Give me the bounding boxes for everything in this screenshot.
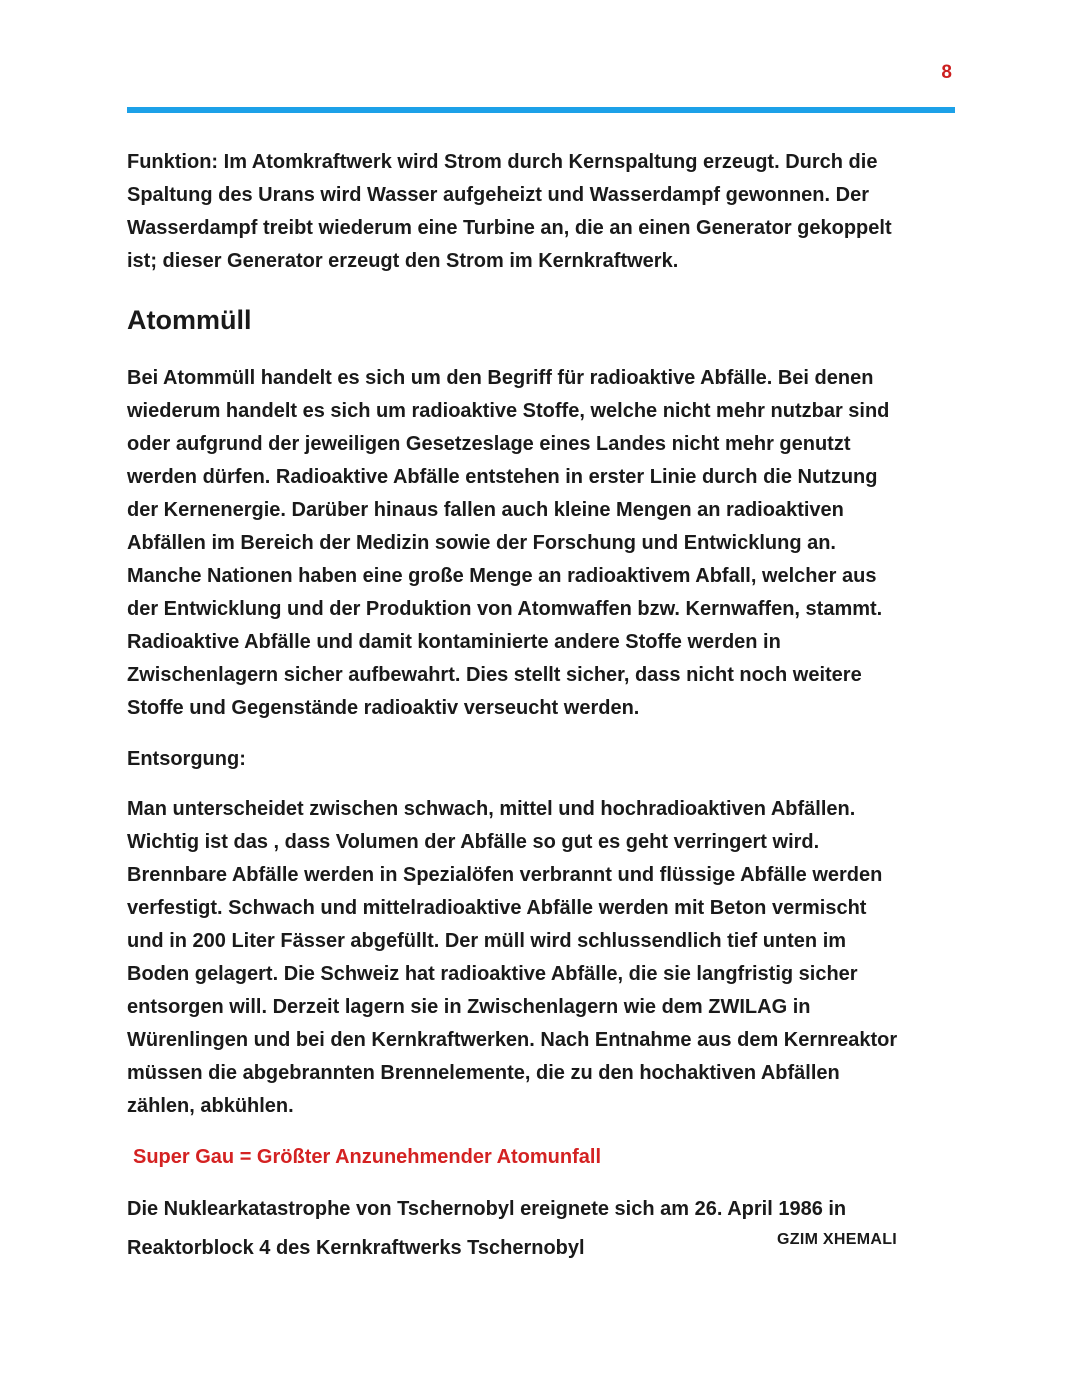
text-line: Abfällen im Bereich der Medizin sowie der Forschung und Entwicklung an. — [127, 532, 836, 554]
text-line: Stoffe und Gegenstände radioaktiv verseucht werden. — [127, 697, 640, 719]
document-body — [127, 146, 957, 1268]
text-line: Radioaktive Abfälle und damit kontaminierte andere Stoffe werden in — [127, 631, 781, 653]
super-gau-definition: Super Gau = Größter Anzunehmender Atomunfall — [133, 1146, 602, 1168]
text-line: oder aufgrund der jeweiligen Gesetzeslage eines Landes nicht mehr genutzt — [127, 433, 851, 455]
section-heading-atommuell: Atommüll — [127, 305, 252, 335]
tschernobyl-paragraph — [127, 1190, 957, 1268]
text-line: der Entwicklung und der Produktion von Atomwaffen bzw. Kernwaffen, stammt. — [127, 598, 883, 620]
page-number: 8 — [941, 62, 952, 83]
text-line: und in 200 Liter Fässer abgefüllt. Der müll wird schlussendlich tief unten im — [127, 930, 847, 952]
text-line: verfestigt. Schwach und mittelradioaktive Abfälle werden mit Beton vermischt — [127, 897, 867, 919]
atommuell-paragraph — [127, 362, 957, 725]
text-line: Bei Atommüll handelt es sich um den Begriff für radioaktive Abfälle. Bei denen — [127, 367, 874, 389]
text-line: ist; dieser Generator erzeugt den Strom im Kernkraftwerk. — [127, 250, 679, 272]
text-line: Boden gelagert. Die Schweiz hat radioaktive Abfälle, die sie langfristig sicher — [127, 963, 858, 985]
text-line: Wasserdampf treibt wiederum eine Turbine an, die an einen Generator gekoppelt — [127, 217, 892, 239]
text-line: werden dürfen. Radioaktive Abfälle entstehen in erster Linie durch die Nutzung — [127, 466, 878, 488]
text-line: Man unterscheidet zwischen schwach, mittel und hochradioaktiven Abfällen. — [127, 798, 856, 820]
text-line: entsorgen will. Derzeit lagern sie in Zwischenlagern wie dem ZWILAG in — [127, 996, 811, 1018]
text-line: Manche Nationen haben eine große Menge an radioaktivem Abfall, welcher aus — [127, 565, 877, 587]
function-paragraph — [127, 146, 957, 278]
text-line: Die Nuklearkatastrophe von Tschernobyl ereignete sich am 26. April 1986 in — [127, 1198, 847, 1220]
text-line: der Kernenergie. Darüber hinaus fallen auch kleine Mengen an radioaktiven — [127, 499, 844, 521]
text-line: müssen die abgebrannten Brennelemente, die zu den hochaktiven Abfällen — [127, 1062, 840, 1084]
text-line: Funktion: Im Atomkraftwerk wird Strom durch Kernspaltung erzeugt. Durch die — [127, 151, 878, 173]
text-line: Wichtig ist das , dass Volumen der Abfälle so gut es geht verringert wird. — [127, 831, 820, 853]
text-line: Zwischenlagern sicher aufbewahrt. Dies stellt sicher, dass nicht noch weitere — [127, 664, 862, 686]
author-name: GZIM XHEMALI — [777, 1231, 898, 1248]
text-line: wiederum handelt es sich um radioaktive Stoffe, welche nicht mehr nutzbar sind — [127, 400, 890, 422]
text-line: Brennbare Abfälle werden in Spezialöfen verbrannt und flüssige Abfälle werden — [127, 864, 883, 886]
text-line: Spaltung des Urans wird Wasser aufgeheizt und Wasserdampf gewonnen. Der — [127, 184, 869, 206]
text-line: Würenlingen und bei den Kernkraftwerken. Nach Entnahme aus dem Kernreaktor — [127, 1029, 898, 1051]
text-line: Reaktorblock 4 des Kernkraftwerks Tschernobyl — [127, 1237, 585, 1259]
section-heading-entsorgung: Entsorgung: — [127, 748, 246, 770]
entsorgung-paragraph — [127, 793, 957, 1123]
header-rule — [127, 107, 955, 113]
text-line: zählen, abkühlen. — [127, 1095, 294, 1117]
